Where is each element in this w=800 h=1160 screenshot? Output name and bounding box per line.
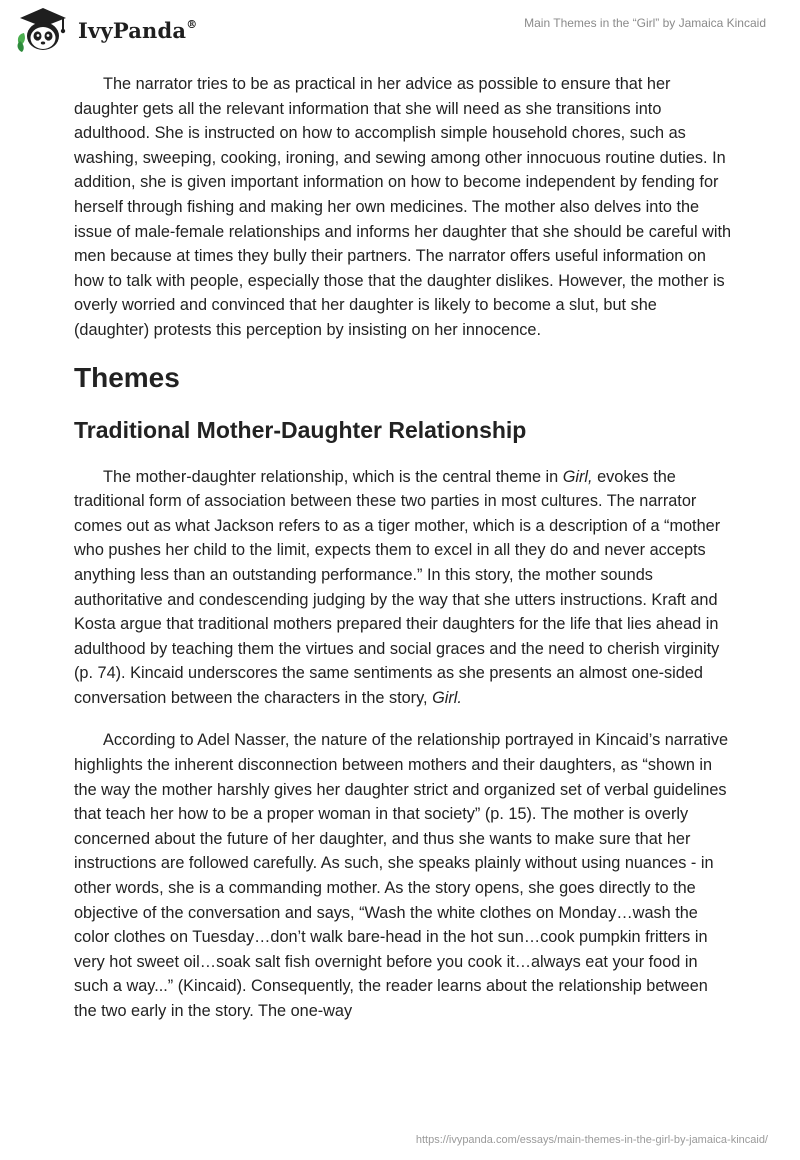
source-url[interactable]: https://ivypanda.com/essays/main-themes-in-the-girl-by-jamaica-kincaid/ xyxy=(415,1134,768,1146)
theme-paragraph-2: According to Adel Nasser, the nature of the relationship portrayed in Kincaid’s narrative highlights the inherent disconnection between mothers and their daughters, as “shown in the way the mother harshly gives her daughter strict and organized set of verbal guidelines that teach her how to be a proper woman in that society” (p. 15). The mother is overly concerned about the future of her daughter, and thus she wants to make sure that her instructions are followed carefully. As such, she speaks plainly without using nuances - in other words, she is a commanding mother. As the story opens, she goes directly to the objective of the conversation and says, “Wash the white clothes on Monday…wash the color clothes on Tuesday…don’t walk bare-head in the hot sun…cook pumpkin fritters in very hot sweet oil…soak salt fish overnight before you cook it…always eat your food in such a way...” (Kincaid). Consequently, the reader learns about the relationship between the two early in the story. The one-way xyxy=(74,731,729,1020)
page-header xyxy=(0,0,800,70)
section-heading-themes: Themes xyxy=(74,361,180,393)
theme-paragraph-1: The mother-daughter relationship, which is the central theme in Girl, evokes the traditional form of association between these two parties in most cultures. The narrator comes out as what Jackson refers to as a tiger mother, which is a description of a “mother who pushes her child to the limit, expects them to excel in all they do and never accepts anything less than an outstanding performance.” In this story, the mother sounds authoritative and condescending judging by the way that she utters instructions. Kraft and Kosta argue that traditional mothers prepared their daughters for the life that lies ahead in adulthood by teaching them the virtues and social graces and the need to cherish virginity (p. 74). Kincaid underscores the same sentiments as she presents an almost one-sided conversation between the characters in the story, Girl. xyxy=(74,467,721,707)
subsection-heading: Traditional Mother-Daughter Relationship xyxy=(74,416,527,443)
document-title: Main Themes in the “Girl” by Jamaica Kincaid xyxy=(524,16,766,30)
intro-paragraph: The narrator tries to be as practical in her advice as possible to ensure that her daughter gets all the relevant information that she will need as she transitions into adulthood. She is instructed on how to accomplish simple household chores, such as washing, sweeping, cooking, ironing, and sewing among other innocuous routine duties. In addition, she is given important information on how to become independent by fending for herself through fishing and making her own medicines. The mother also delves into the issue of male-female relationships and informs her daughter that she should be careful with men because at times they bully their partners. The narrator offers useful information on how to talk with people, especially those that the daughter dislikes. However, the mother is overly worried and convinced that her daughter is likely to become a slut, but she (daughter) protests this perception by insisting on her innocence. xyxy=(74,75,732,339)
essay-body xyxy=(74,72,734,1042)
brand-name: IvyPanda® xyxy=(78,17,198,43)
ivypanda-logo[interactable] xyxy=(14,6,197,54)
panda-graduate-icon xyxy=(14,6,72,54)
